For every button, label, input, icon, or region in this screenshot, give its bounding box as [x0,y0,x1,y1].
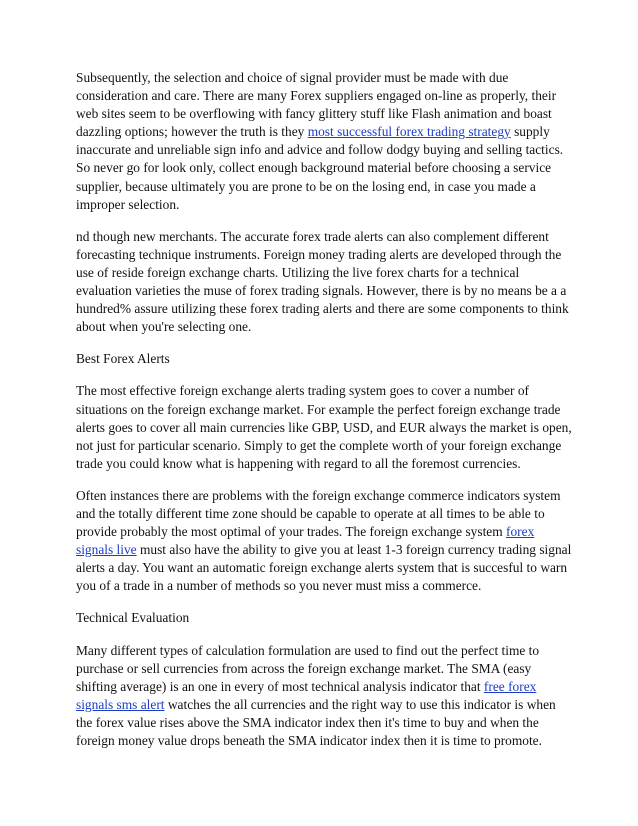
link-free-forex-signals-sms-alert[interactable]: free forex signals sms alert [76,678,537,712]
paragraph-text: must also have the ability to give you at least 1-3 foreign currency trading signal alerts a day. You want an automatic foreign exchange alerts system that is succesful to warn you of a trade in a number of methods so you never must miss a commerce. [76,542,572,594]
paragraph-text: Often instances there are problems with the foreign exchange commerce indicators system and the totally different time zone should be capable to operate at all times to be able to provide probably the most optimal of your trades. The foreign exchange system [76,487,561,540]
paragraph-sma-indicator [76,642,572,751]
paragraph-text: Many different types of calculation formulation are used to find out the perfect time to purchase or sell currencies from across the foreign exchange market. The SMA (easy shifting average) is an one in every of most technical analysis indicator that [76,642,540,694]
paragraph-text: Subsequently, the selection and choice of signal provider must be made with due consideration and care. There are many Forex suppliers engaged on-line as properly, their web sites seem to be overflowing with fancy glittery stuff like Flash animation and boast dazzling options; however the truth is they [76,70,557,140]
paragraph-text: supply inaccurate and unreliable sign info and advice and follow dodgy buying and selling tactics. So never go for look only, collect enough background material before choosing a service supplier, because ultimately you are prone to be on the losing end, in case you made a improper selection. [76,124,564,212]
paragraph-text: watches the all currencies and the right way to use this indicator is when the forex value rises above the SMA indicator index then it's time to buy and when the foreign money value drops beneath the SMA indicator index then it is time to promote. [76,696,556,748]
heading-best-forex-alerts: Best Forex Alerts [76,351,170,367]
paragraph-alerts-trading-system: The most effective foreign exchange alerts trading system goes to cover a number of situations on the foreign exchange market. For example the perfect foreign exchange trade alerts goes to cover all main currencies like GBP, USD, and EUR always the market is open, not just for particular scenario. Simply to get the complete worth of your foreign exchange trade you could know what is happening with regard to all the foremost currencies. [76,383,572,471]
paragraph-signal-provider [76,69,572,214]
link-most-successful-forex-trading-strategy[interactable]: most successful forex trading strategy [307,124,511,140]
paragraph-trade-alerts: nd though new merchants. The accurate forex trade alerts can also complement different forecasting technique instruments. Foreign money trading alerts are developed through the use of reside foreign exchange charts. Utilizing the live forex charts for a technical evaluation varieties the muse of forex trading signals. However, there is by no means be a a hundred% assure utilizing these forex trading alerts and there are some components to think about when you're selecting one. [76,228,569,335]
link-forex-signals-live[interactable]: forex signals live [76,524,535,558]
paragraph-commerce-indicators [76,487,572,596]
heading-technical-evaluation: Technical Evaluation [76,610,190,626]
